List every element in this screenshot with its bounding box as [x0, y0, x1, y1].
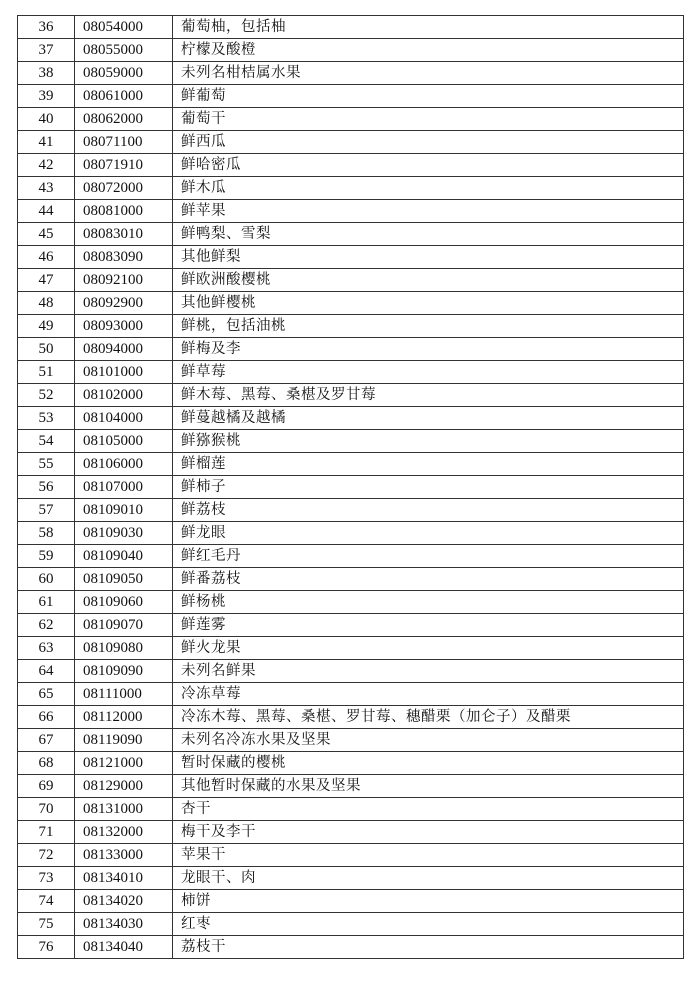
table-row	[18, 867, 684, 890]
row-number-cell: 46	[18, 246, 75, 269]
table-row	[18, 844, 684, 867]
product-name-cell: 其他暂时保藏的水果及坚果	[173, 775, 684, 798]
product-name-cell: 未列名柑桔属水果	[173, 62, 684, 85]
table-row	[18, 453, 684, 476]
product-name-cell: 其他鲜梨	[173, 246, 684, 269]
product-name-cell: 鲜木莓、黑莓、桑椹及罗甘莓	[173, 384, 684, 407]
row-number-cell: 68	[18, 752, 75, 775]
commodity-code-cell: 08105000	[75, 430, 173, 453]
table-row	[18, 177, 684, 200]
product-name-cell: 鲜火龙果	[173, 637, 684, 660]
commodity-code-cell: 08101000	[75, 361, 173, 384]
product-name-cell: 鲜西瓜	[173, 131, 684, 154]
table-row	[18, 936, 684, 959]
product-name-cell: 鲜鸭梨、雪梨	[173, 223, 684, 246]
table-row	[18, 154, 684, 177]
product-name-cell: 鲜草莓	[173, 361, 684, 384]
product-name-cell: 鲜欧洲酸樱桃	[173, 269, 684, 292]
commodity-code-cell: 08109040	[75, 545, 173, 568]
commodity-code-cell: 08094000	[75, 338, 173, 361]
row-number-cell: 69	[18, 775, 75, 798]
table-row	[18, 407, 684, 430]
product-name-cell: 鲜蔓越橘及越橘	[173, 407, 684, 430]
commodity-code-cell: 08106000	[75, 453, 173, 476]
row-number-cell: 76	[18, 936, 75, 959]
commodity-code-cell: 08109010	[75, 499, 173, 522]
row-number-cell: 63	[18, 637, 75, 660]
commodity-code-cell: 08104000	[75, 407, 173, 430]
table-row	[18, 729, 684, 752]
table-row	[18, 269, 684, 292]
commodity-code-cell: 08071100	[75, 131, 173, 154]
table-row	[18, 637, 684, 660]
product-name-cell: 鲜梅及李	[173, 338, 684, 361]
row-number-cell: 47	[18, 269, 75, 292]
product-name-cell: 未列名冷冻水果及坚果	[173, 729, 684, 752]
product-name-cell: 鲜杨桃	[173, 591, 684, 614]
row-number-cell: 66	[18, 706, 75, 729]
table-row	[18, 913, 684, 936]
table-row	[18, 338, 684, 361]
row-number-cell: 65	[18, 683, 75, 706]
commodity-code-cell: 08134010	[75, 867, 173, 890]
row-number-cell: 50	[18, 338, 75, 361]
commodity-code-cell: 08059000	[75, 62, 173, 85]
row-number-cell: 72	[18, 844, 75, 867]
commodity-code-cell: 08092900	[75, 292, 173, 315]
product-code-table-page	[17, 15, 683, 959]
table-row	[18, 361, 684, 384]
row-number-cell: 52	[18, 384, 75, 407]
row-number-cell: 53	[18, 407, 75, 430]
commodity-code-cell: 08109070	[75, 614, 173, 637]
product-name-cell: 苹果干	[173, 844, 684, 867]
table-row	[18, 614, 684, 637]
row-number-cell: 70	[18, 798, 75, 821]
product-name-cell: 鲜苹果	[173, 200, 684, 223]
row-number-cell: 48	[18, 292, 75, 315]
commodity-code-cell: 08083010	[75, 223, 173, 246]
table-row	[18, 568, 684, 591]
table-row	[18, 798, 684, 821]
row-number-cell: 51	[18, 361, 75, 384]
commodity-code-cell: 08133000	[75, 844, 173, 867]
table-row	[18, 476, 684, 499]
product-name-cell: 鲜木瓜	[173, 177, 684, 200]
table-row	[18, 591, 684, 614]
product-name-cell: 龙眼干、肉	[173, 867, 684, 890]
commodity-code-cell: 08061000	[75, 85, 173, 108]
table-row	[18, 545, 684, 568]
row-number-cell: 54	[18, 430, 75, 453]
commodity-code-cell: 08107000	[75, 476, 173, 499]
commodity-code-cell: 08119090	[75, 729, 173, 752]
commodity-code-cell: 08109080	[75, 637, 173, 660]
row-number-cell: 42	[18, 154, 75, 177]
row-number-cell: 61	[18, 591, 75, 614]
commodity-code-cell: 08062000	[75, 108, 173, 131]
row-number-cell: 73	[18, 867, 75, 890]
product-name-cell: 暂时保藏的樱桃	[173, 752, 684, 775]
table-row	[18, 890, 684, 913]
table-row	[18, 292, 684, 315]
table-row	[18, 200, 684, 223]
row-number-cell: 36	[18, 16, 75, 39]
row-number-cell: 56	[18, 476, 75, 499]
commodity-code-cell: 08134020	[75, 890, 173, 913]
commodity-code-cell: 08121000	[75, 752, 173, 775]
row-number-cell: 58	[18, 522, 75, 545]
commodity-code-cell: 08134040	[75, 936, 173, 959]
commodity-code-cell: 08054000	[75, 16, 173, 39]
commodity-code-cell: 08109090	[75, 660, 173, 683]
table-row	[18, 430, 684, 453]
commodity-code-cell: 08093000	[75, 315, 173, 338]
product-name-cell: 鲜番荔枝	[173, 568, 684, 591]
product-name-cell: 鲜莲雾	[173, 614, 684, 637]
table-row	[18, 246, 684, 269]
table-row	[18, 62, 684, 85]
product-name-cell: 冷冻木莓、黑莓、桑椹、罗甘莓、穗醋栗（加仑子）及醋栗	[173, 706, 684, 729]
row-number-cell: 49	[18, 315, 75, 338]
product-name-cell: 柠檬及酸橙	[173, 39, 684, 62]
table-row	[18, 683, 684, 706]
table-row	[18, 223, 684, 246]
product-name-cell: 梅干及李干	[173, 821, 684, 844]
table-row	[18, 315, 684, 338]
table-row	[18, 108, 684, 131]
table-body	[18, 16, 684, 959]
row-number-cell: 67	[18, 729, 75, 752]
commodity-code-cell: 08131000	[75, 798, 173, 821]
commodity-code-cell: 08132000	[75, 821, 173, 844]
row-number-cell: 62	[18, 614, 75, 637]
row-number-cell: 39	[18, 85, 75, 108]
row-number-cell: 38	[18, 62, 75, 85]
table-row	[18, 39, 684, 62]
product-name-cell: 鲜柿子	[173, 476, 684, 499]
row-number-cell: 64	[18, 660, 75, 683]
row-number-cell: 40	[18, 108, 75, 131]
product-code-table	[17, 15, 684, 959]
product-name-cell: 红枣	[173, 913, 684, 936]
product-name-cell: 葡萄干	[173, 108, 684, 131]
table-row	[18, 706, 684, 729]
commodity-code-cell: 08109060	[75, 591, 173, 614]
row-number-cell: 44	[18, 200, 75, 223]
product-name-cell: 杏干	[173, 798, 684, 821]
commodity-code-cell: 08112000	[75, 706, 173, 729]
table-row	[18, 85, 684, 108]
product-name-cell: 鲜榴莲	[173, 453, 684, 476]
row-number-cell: 55	[18, 453, 75, 476]
product-name-cell: 鲜葡萄	[173, 85, 684, 108]
commodity-code-cell: 08129000	[75, 775, 173, 798]
commodity-code-cell: 08081000	[75, 200, 173, 223]
table-row	[18, 499, 684, 522]
row-number-cell: 71	[18, 821, 75, 844]
product-name-cell: 鲜荔枝	[173, 499, 684, 522]
product-name-cell: 鲜红毛丹	[173, 545, 684, 568]
row-number-cell: 41	[18, 131, 75, 154]
commodity-code-cell: 08072000	[75, 177, 173, 200]
commodity-code-cell: 08055000	[75, 39, 173, 62]
product-name-cell: 鲜猕猴桃	[173, 430, 684, 453]
table-row	[18, 775, 684, 798]
table-row	[18, 384, 684, 407]
product-name-cell: 鲜哈密瓜	[173, 154, 684, 177]
row-number-cell: 75	[18, 913, 75, 936]
row-number-cell: 59	[18, 545, 75, 568]
commodity-code-cell: 08134030	[75, 913, 173, 936]
table-row	[18, 16, 684, 39]
product-name-cell: 荔枝干	[173, 936, 684, 959]
product-name-cell: 葡萄柚，包括柚	[173, 16, 684, 39]
row-number-cell: 74	[18, 890, 75, 913]
commodity-code-cell: 08083090	[75, 246, 173, 269]
product-name-cell: 冷冻草莓	[173, 683, 684, 706]
row-number-cell: 57	[18, 499, 75, 522]
table-row	[18, 752, 684, 775]
commodity-code-cell: 08092100	[75, 269, 173, 292]
product-name-cell: 其他鲜樱桃	[173, 292, 684, 315]
row-number-cell: 37	[18, 39, 75, 62]
commodity-code-cell: 08111000	[75, 683, 173, 706]
table-row	[18, 131, 684, 154]
product-name-cell: 鲜桃，包括油桃	[173, 315, 684, 338]
table-row	[18, 821, 684, 844]
row-number-cell: 60	[18, 568, 75, 591]
commodity-code-cell: 08109050	[75, 568, 173, 591]
commodity-code-cell: 08102000	[75, 384, 173, 407]
commodity-code-cell: 08071910	[75, 154, 173, 177]
row-number-cell: 43	[18, 177, 75, 200]
row-number-cell: 45	[18, 223, 75, 246]
table-row	[18, 660, 684, 683]
product-name-cell: 鲜龙眼	[173, 522, 684, 545]
product-name-cell: 柿饼	[173, 890, 684, 913]
product-name-cell: 未列名鲜果	[173, 660, 684, 683]
commodity-code-cell: 08109030	[75, 522, 173, 545]
table-row	[18, 522, 684, 545]
